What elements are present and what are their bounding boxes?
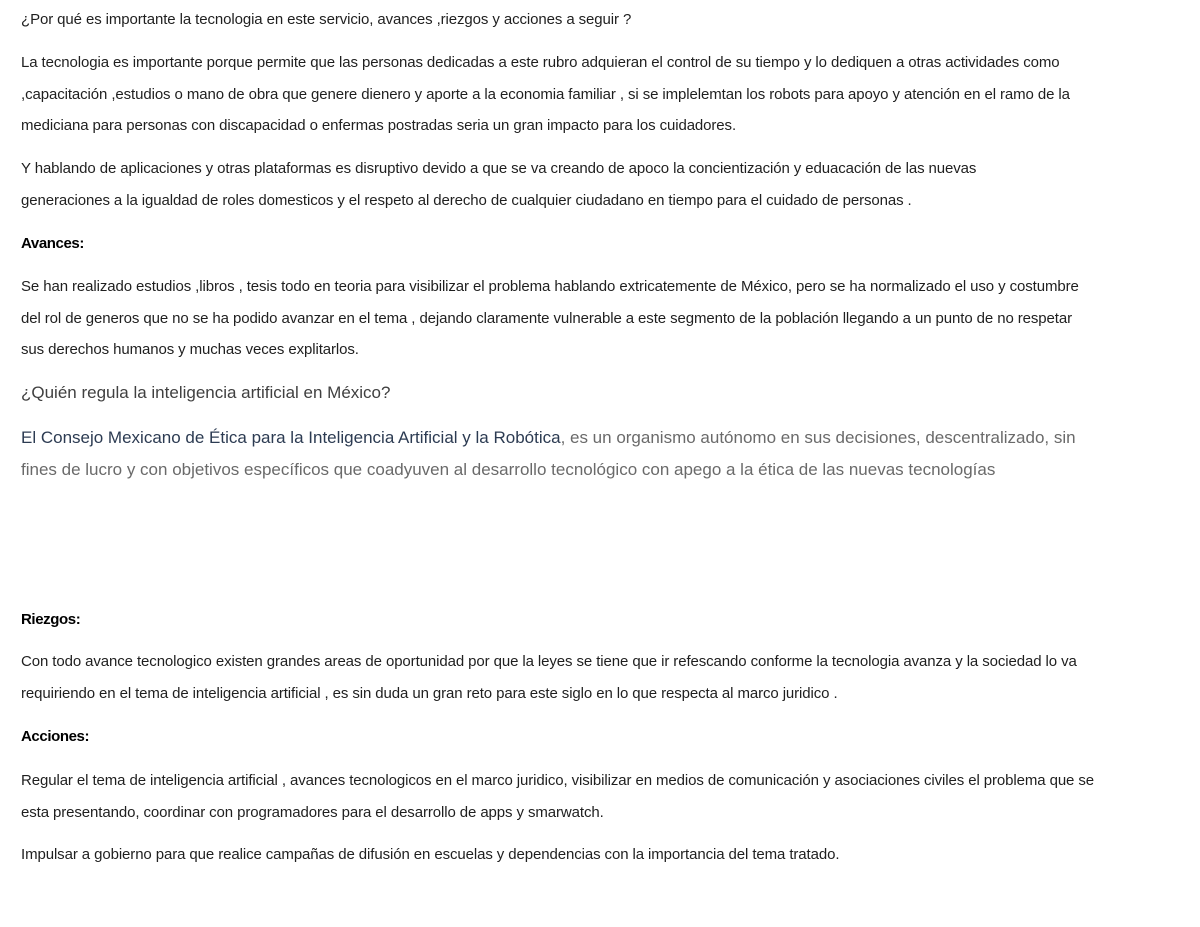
apps-paragraph: Y hablando de aplicaciones y otras plataformas es disruptivo devido a que se va creando de apoco la concientización y eduacación de las nuevas generaciones a la igualdad de roles domesticos y el respeto al derecho de cualquier ciudadano en tiempo para el cuidado de personas . — [21, 160, 977, 209]
ai-council-name: El Consejo Mexicano de Ética para la Inteligencia Artificial y la Robótica — [21, 428, 561, 447]
ai-regulation-paragraph — [21, 422, 1081, 486]
intro-question: ¿Por qué es importante la tecnologia en este servicio, avances ,riezgos y acciones a seguir ? — [21, 11, 632, 28]
acciones-heading: Acciones: — [21, 728, 90, 745]
acciones-paragraph-2: Impulsar a gobierno para que realice campañas de difusión en escuelas y dependencias con la importancia del tema tratado. — [21, 846, 840, 863]
avances-heading: Avances: — [21, 235, 84, 252]
ai-council-description: , es un organismo autónomo en sus decisiones, descentralizado, sin fines de lucro y con objetivos específicos que coadyuven al desarrollo tecnológico con apego a la ética de las nuevas tecnologías — [21, 428, 1076, 479]
acciones-paragraph-1: Regular el tema de inteligencia artificial , avances tecnologicos en el marco juridico, visibilizar en medios de comunicación y asociaciones civiles el problema que se esta presentando, coordinar con programadores para el desarrollo de apps y smarwatch. — [21, 772, 1095, 821]
ai-regulation-question: ¿Quién regula la inteligencia artificial en México? — [21, 383, 391, 402]
riezgos-heading: Riezgos: — [21, 611, 81, 628]
riezgos-paragraph: Con todo avance tecnologico existen grandes areas de oportunidad por que la leyes se tiene que ir refescando conforme la tecnologia avanza y la sociedad lo va requiriendo en el tema de inteligencia artificial , es sin duda un gran reto para este siglo en lo que respecta al marco juridico . — [21, 653, 1077, 702]
avances-paragraph: Se han realizado estudios ,libros , tesis todo en teoria para visibilizar el problema hablando extricatemente de México, pero se ha normalizado el uso y costumbre del rol de generos que no se ha podido avanzar en el tema , dejando claramente vulnerable a este segmento de la población llegando a un punto de no respetar sus derechos humanos y muchas veces explitarlos. — [21, 278, 1079, 358]
importance-paragraph: La tecnologia es importante porque permite que las personas dedicadas a este rubro adquieran el control de su tiempo y lo dediquen a otras actividades como ,capacitación ,estudios o mano de obra que genere dienero y aporte a la economia familiar , si se implelemtan los robots para apoyo y atención en el ramo de la mediciana para personas con discapacidad o enfermas postradas seria un gran impacto para los cuidadores. — [21, 54, 1070, 134]
